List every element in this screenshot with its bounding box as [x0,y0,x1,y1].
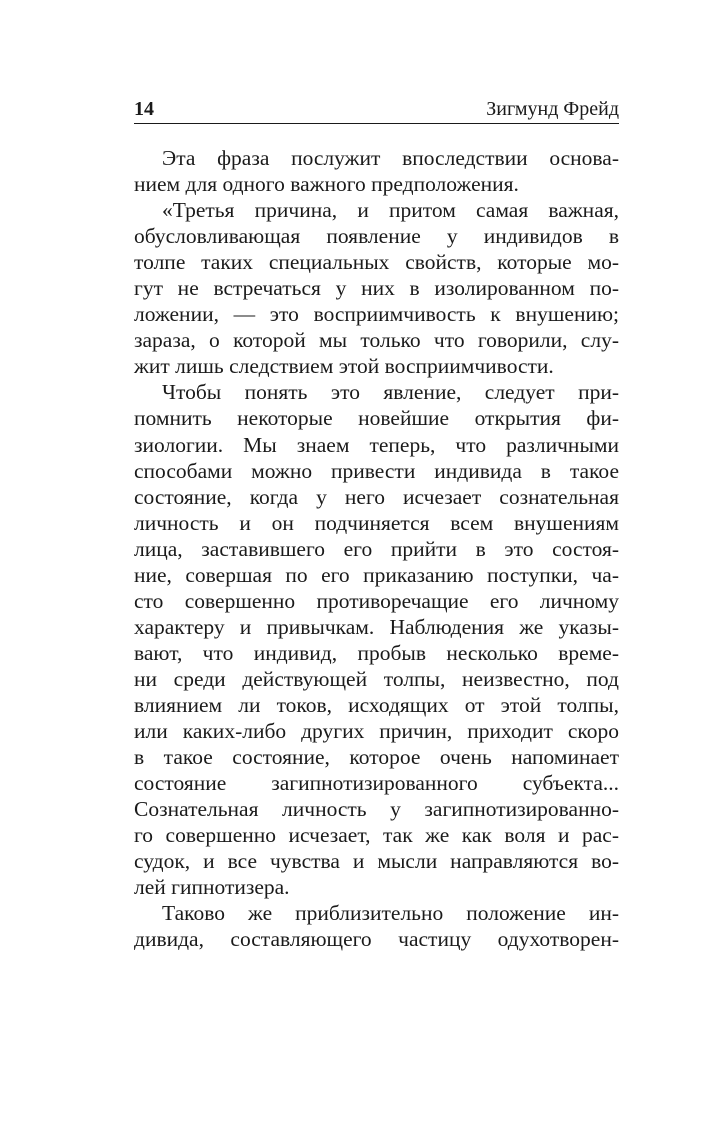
text-line: состояние, когда у него исчезает сознательная [134,484,619,509]
text-line: ни среди действующей толпы, неизвестно, под [134,666,619,691]
text-line: вают, что индивид, пробыв несколько време- [134,640,619,665]
text-line: судок, и все чувства и мысли направляются во- [134,849,619,874]
text-line: Сознательная личность у загипнотизированно- [134,797,619,822]
text-line: зиологии. Мы знаем теперь, что различными [134,432,619,457]
text-line: толпе таких специальных свойств, которые мо- [134,250,619,275]
text-line: ложении, — это восприимчивость к внушению; [134,302,619,327]
text-line: «Третья причина, и притом самая важная, [162,198,619,223]
text-line: Чтобы понять это явление, следует при- [162,380,619,405]
text-line: го совершенно исчезает, так же как воля и рас- [134,823,619,848]
text-line: жит лишь следствием этой восприимчивости. [134,354,554,379]
text-line: Таково же приблизительно положение ин- [162,901,619,926]
text-line: лей гипнотизера. [134,875,290,900]
text-line: нием для одного важного предположения. [134,172,519,197]
text-line: Эта фраза послужит впоследствии основа- [162,146,619,170]
text-line: состояние загипнотизированного субъекта... [134,771,619,796]
text-line: зараза, о которой мы только что говорили, слу- [134,328,619,353]
running-head [134,97,619,124]
text-line: в такое состояние, которое очень напоминает [134,745,619,770]
text-line: влиянием ли токов, исходящих от этой толпы, [134,692,619,717]
text-line: лица, заставившего его прийти в это состоя- [134,536,619,561]
text-line: обусловливающая появление у индивидов в [134,224,619,249]
text-line: личность и он подчиняется всем внушениям [134,510,619,535]
body-text [134,145,619,952]
text-line: ние, совершая по его приказанию поступки, ча- [134,562,619,587]
text-line: или каких-либо других причин, приходит скоро [134,719,619,744]
text-line: гут не встречаться у них в изолированном по- [134,276,619,301]
text-line: характеру и привычкам. Наблюдения же указы- [134,614,619,639]
text-line: сто совершенно противоречащие его личному [134,588,619,613]
running-title: Зигмунд Фрейд [486,98,619,120]
text-line: помнить некоторые новейшие открытия фи- [134,406,619,431]
text-line: способами можно привести индивида в такое [134,458,619,483]
text-line: дивида, составляющего частицу одухотворен- [134,927,619,952]
page-number: 14 [134,98,154,120]
